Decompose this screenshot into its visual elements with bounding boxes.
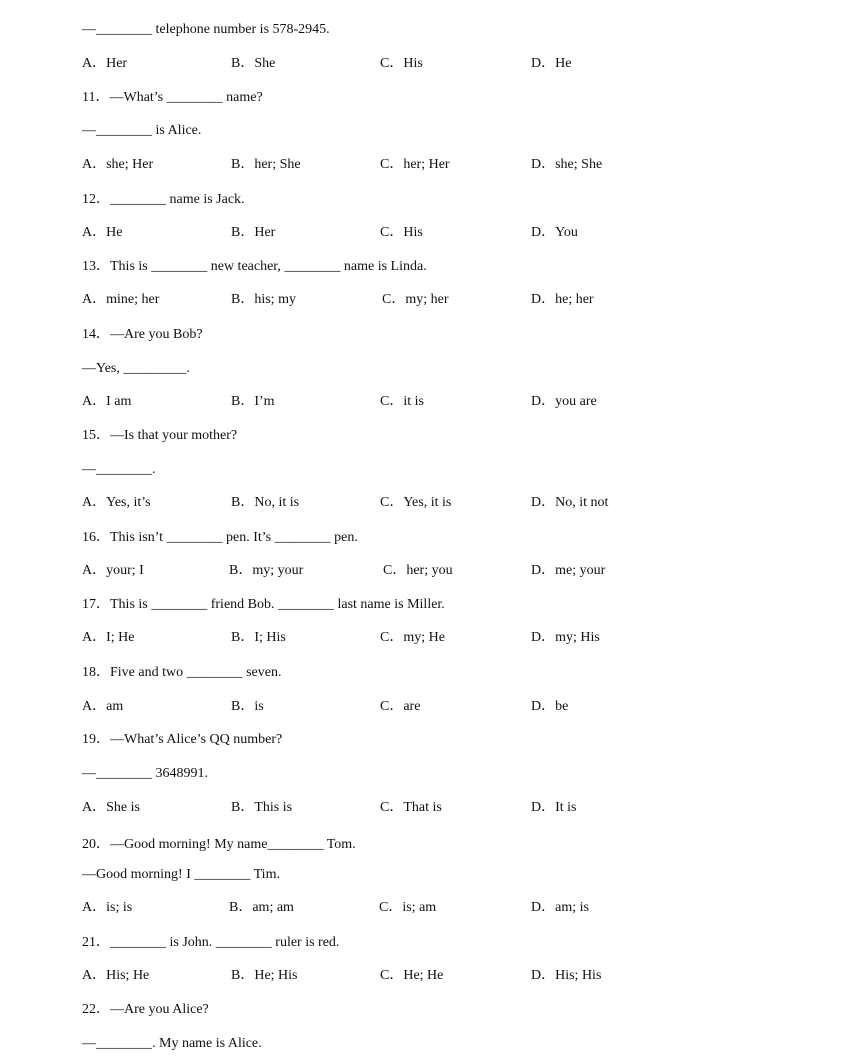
option-b: B．Her [231,225,276,240]
question-stem-line: 21．________ is John. ________ ruler is red. [82,935,340,950]
option-b: B．is [231,699,264,714]
option-d: D．am; is [531,900,589,915]
option-a: A．Her [82,56,128,71]
option-a: A．I; He [82,630,135,645]
question-stem-line: 18．Five and two ________ seven. [82,665,282,680]
question-stem-line: —Yes, _________. [82,361,190,376]
question-stem-line: 20．—Good morning! My name________ Tom. [82,837,356,852]
option-d: D．she; She [531,157,603,172]
option-b: B．No, it is [231,495,300,510]
option-d: D．my; His [531,630,600,645]
option-c: C．is; am [379,900,437,915]
question-stem-line: —Good morning! I ________ Tim. [82,867,280,882]
option-a: A．am [82,699,124,714]
question-stem-line: 22．—Are you Alice? [82,1002,209,1017]
option-d: D．he; her [531,292,594,307]
option-c: C．her; Her [380,157,450,172]
question-stem-line: —________. [82,462,156,477]
option-a: A．is; is [82,900,133,915]
option-a: A．she; Her [82,157,154,172]
option-b: B．She [231,56,276,71]
question-stem-line: —________ is Alice. [82,123,202,138]
option-a: A．His; He [82,968,150,983]
option-c: C．That is [380,800,442,815]
question-stem-line: 11．—What’s ________ name? [82,90,263,105]
question-stem-line: 19．—What’s Alice’s QQ number? [82,732,283,747]
option-a: A．I am [82,394,132,409]
question-stem-line: 17．This is ________ friend Bob. ________ last name is Miller. [82,597,445,612]
question-stem-line: 13．This is ________ new teacher, ________ name is Linda. [82,259,427,274]
option-c: C．His [380,225,423,240]
option-b: B．am; am [229,900,294,915]
option-b: B．I; His [231,630,286,645]
option-c: C．are [380,699,421,714]
question-stem-line: 16．This isn’t ________ pen. It’s ________ pen. [82,530,358,545]
option-c: C．Yes, it is [380,495,452,510]
option-b: B．her; She [231,157,301,172]
option-a: A．mine; her [82,292,160,307]
option-a: A．Yes, it’s [82,495,151,510]
question-stem-line: —________ 3648991. [82,766,208,781]
question-stem-line: —________ telephone number is 578-2945. [82,22,330,37]
option-b: B．This is [231,800,293,815]
option-a: A．She is [82,800,140,815]
question-stem-line: —________. My name is Alice. [82,1036,262,1051]
option-b: B．He; His [231,968,298,983]
option-c: C．His [380,56,423,71]
option-d: D．He [531,56,572,71]
option-a: A．your; I [82,563,144,578]
option-c: C．He; He [380,968,444,983]
option-b: B．my; your [229,563,304,578]
option-c: C．my; her [382,292,449,307]
option-c: C．it is [380,394,424,409]
option-d: D．be [531,699,569,714]
question-stem-line: 12．________ name is Jack. [82,192,245,207]
question-stem-line: 14．—Are you Bob? [82,327,203,342]
option-d: D．No, it not [531,495,609,510]
option-c: C．her; you [383,563,453,578]
option-d: D．His; His [531,968,602,983]
option-d: D．me; your [531,563,606,578]
option-d: D．It is [531,800,577,815]
option-b: B．I’m [231,394,275,409]
option-b: B．his; my [231,292,296,307]
option-a: A．He [82,225,123,240]
option-c: C．my; He [380,630,445,645]
option-d: D．you are [531,394,597,409]
option-d: D．You [531,225,578,240]
question-stem-line: 15．—Is that your mother? [82,428,238,443]
